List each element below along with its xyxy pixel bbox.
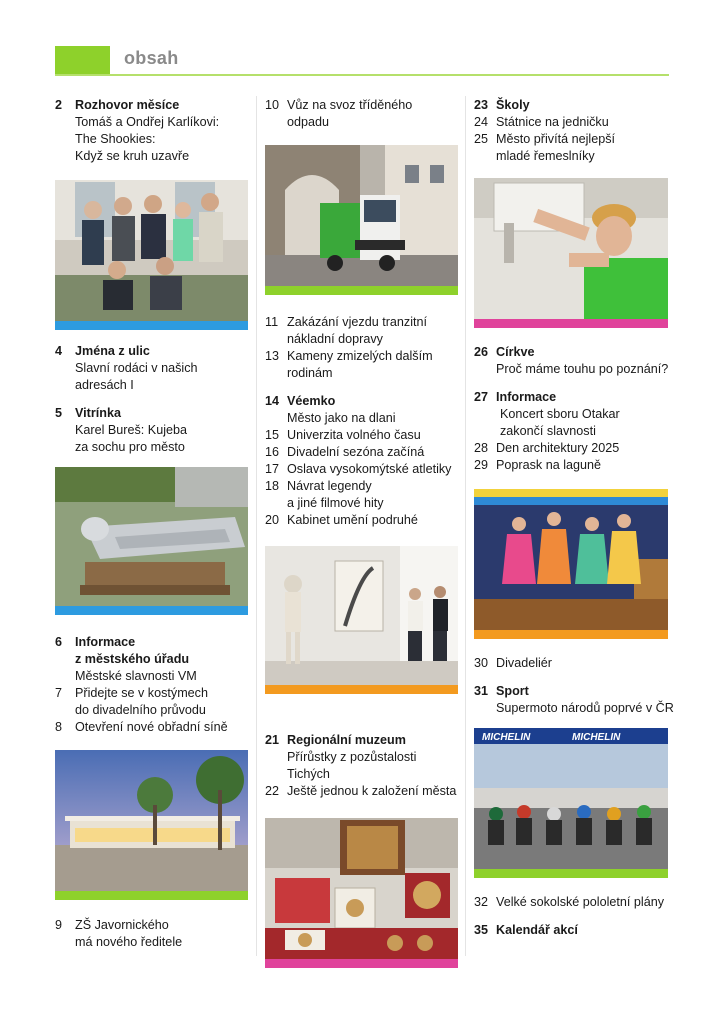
page-title: obsah	[124, 48, 179, 68]
michelin-banner-text: MICHELIN	[572, 732, 621, 743]
header-rule	[55, 74, 669, 76]
toc-entry[interactable]: 31 Sport Supermoto národů poprvé v ČR	[474, 684, 674, 715]
toc-entry[interactable]: 32 Velké sokolské pololetní plány	[474, 895, 665, 909]
photo-color-strip	[474, 319, 668, 328]
photo-color-strip	[55, 891, 248, 900]
photo-color-strip	[474, 869, 668, 878]
toc-entry[interactable]: 2 Rozhovor měsíce Tomáš a Ondřej Karlíkovi: The Shookies: Když se kruh uzavře	[55, 98, 220, 163]
toc-entry[interactable]: 8 Otevření nové obřadní síně	[55, 720, 228, 734]
toc-entry[interactable]: 21 Regionální muzeum Přírůstky z pozůstalosti Tichých	[265, 733, 417, 781]
photo-interview-group	[55, 180, 248, 330]
toc-entry[interactable]: 17 Oslava vysokomýtské atletiky	[265, 462, 452, 476]
photo-color-strip	[265, 959, 458, 968]
photo-museum-medals	[265, 818, 458, 968]
michelin-banner-text: MICHELIN	[482, 732, 531, 743]
toc-column-2	[265, 97, 460, 968]
toc-entry[interactable]: 20 Kabinet umění podruhé	[265, 513, 418, 527]
toc-entry[interactable]: 5 Vitrínka Karel Bureš: Kujeba za sochu pro město	[55, 406, 188, 454]
column-divider	[256, 96, 257, 956]
photo-color-strip	[265, 286, 458, 295]
toc-entry[interactable]: 24 Státnice na jedničku	[474, 115, 609, 129]
toc-entry[interactable]: 6 Informace z městského úřadu Městské slavnosti VM	[55, 635, 197, 683]
toc-entry[interactable]: 11 Zakázání vjezdu tranzitní nákladní dopravy	[265, 315, 428, 346]
toc-entry[interactable]: 35 Kalendář akcí	[474, 923, 578, 937]
photo-color-strip	[55, 321, 248, 330]
toc-column-1	[55, 97, 250, 951]
photo-garbage-truck	[265, 145, 458, 295]
toc-entry[interactable]: 27 Informace Koncert sboru Otakar zakončí slavnosti	[474, 390, 620, 438]
toc-entry[interactable]: 15 Univerzita volného času	[265, 428, 421, 442]
toc-entry[interactable]: 18 Návrat legendy a jiné filmové hity	[265, 479, 384, 510]
photo-craftsman-student	[474, 178, 668, 328]
photo-color-strip	[55, 606, 248, 615]
photo-color-strip	[265, 685, 458, 694]
toc-entry[interactable]: 22 Ještě jednou k založení města	[265, 784, 457, 798]
photo-statue	[55, 467, 248, 615]
toc-entry[interactable]: 28 Den architektury 2025	[474, 441, 620, 455]
photo-ceremonial-hall	[55, 750, 248, 900]
photo-theatre-performance	[474, 489, 668, 639]
toc-entry[interactable]: 26 Církve Proč máme touhu po poznání?	[474, 345, 669, 376]
toc-entry[interactable]: 29 Poprask na laguně	[474, 458, 602, 472]
photo-art-gallery	[265, 546, 458, 694]
toc-entry[interactable]: 13 Kameny zmizelých dalším rodinám	[265, 349, 433, 380]
photo-supermoto-race	[474, 728, 668, 878]
photo-color-strip	[474, 630, 668, 639]
toc-entry[interactable]: 23 Školy	[474, 98, 530, 112]
toc-entry[interactable]: 9 ZŠ Javornického má nového ředitele	[55, 918, 183, 949]
toc-entry[interactable]: 7 Přidejte se v kostýmech do divadelního průvodu	[55, 686, 208, 717]
toc-entry[interactable]: 10 Vůz na svoz tříděného odpadu	[265, 98, 413, 129]
toc-entry[interactable]: 4 Jména z ulic Slavní rodáci v našich adresách I	[55, 344, 198, 392]
column-divider	[465, 96, 466, 956]
toc-entry[interactable]: 30 Divadeliér	[474, 656, 552, 670]
header-accent-block	[55, 46, 110, 75]
toc-entry[interactable]: 16 Divadelní sezóna začíná	[265, 445, 425, 459]
toc-entry[interactable]: 25 Město přivítá nejlepší mladé řemeslníky	[474, 132, 615, 163]
toc-entry[interactable]: 14 Véemko Město jako na dlani	[265, 394, 396, 425]
toc-column-3	[474, 97, 674, 939]
